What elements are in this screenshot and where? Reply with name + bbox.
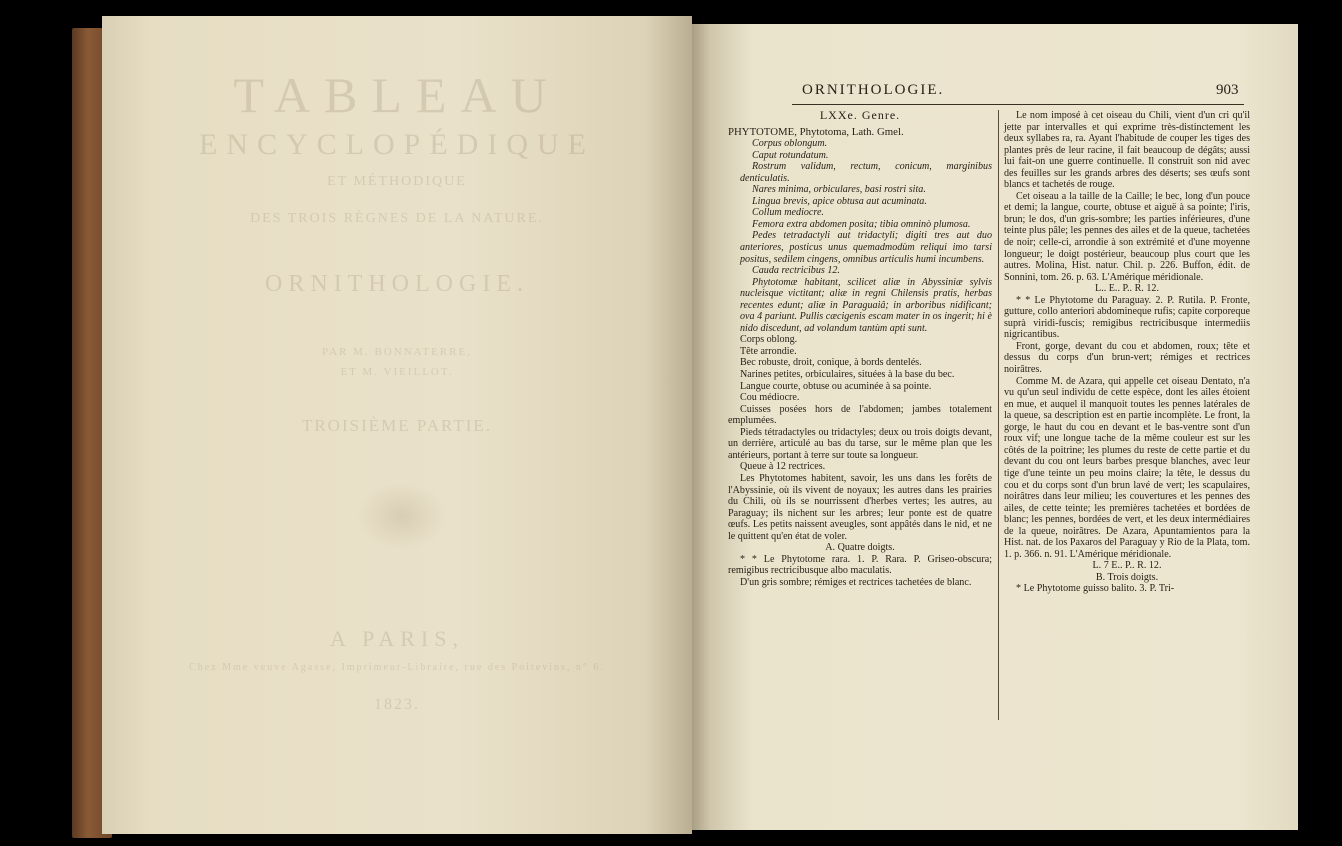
- paragraph: Front, gorge, devant du cou et abdomen, roux; tête et dessus du corps d'un brun-vert; rémiges et rectrices noirâtres.: [1004, 340, 1250, 376]
- paragraph: Bec robuste, droit, conique, à bords dentelés.: [740, 357, 922, 369]
- bleed-through-part: TROISIÈME PARTIE.: [301, 416, 493, 435]
- paragraph: * * Le Phytotome rara. 1. P. Rara. P. Griseo-obscura; remigibus rectricibusque albo maculatis.: [728, 553, 992, 577]
- left-page: [102, 16, 692, 834]
- paragraph: Tête arrondie.: [740, 345, 797, 357]
- paragraph: Phytotomæ habitant, scilicet aliæ in Abyssiniæ sylvis nucleisque victitant; aliæ in regni Chilensis pratis, herbas recentes edunt; aliæ in Paraguaiâ; in arboribus nidificant; ova 4 pariunt. Pullis cæcigenis escam mater in os ingerit; hi è nido discedunt, ad volandum tantùm apti sunt.: [740, 276, 992, 334]
- paragraph: Femora extra abdomen posita; tibia omninò plumosa.: [752, 218, 971, 230]
- paragraph: Lingua brevis, apice obtusa aut acuminata.: [752, 195, 927, 207]
- right-page: [692, 24, 1298, 830]
- paragraph: Nares minima, orbiculares, basi rostri sita.: [752, 184, 926, 196]
- running-head: ORNITHOLOGIE.: [802, 82, 945, 98]
- paragraph: L. 7 E.. P.. R. 12.: [1092, 560, 1162, 572]
- paragraph: * * Le Phytotome du Paraguay. 2. P. Rutila. P. Fronte, gutture, collo anteriori abdomineque rufis; capite corporeque suprà viridi-fuscis; remigibus rectricibusque intermediis nigricantibus.: [1004, 294, 1250, 341]
- paragraph: Cet oiseau a la taille de la Caille; le bec, long d'un pouce et demi; la langue, courte, obtuse et aiguë à sa pointe; l'iris, brun; le dos, d'un gris-sombre; les parties inférieures, d'une teinte plus pâle; les pennes des ailes et de la queue, tachetées de noir; celle-ci, arrondie à son extrémité et d'une moyenne longueur; le doigt postérieur, beaucoup plus court que les autres. Molina, Hist. natur. Chil. p. 226. Buffon, édit. de Sonnini, tom. 26. p. 63. L'Amérique méridionale.: [1004, 190, 1250, 283]
- bleed-through-author2: ET M. VIEILLOT.: [340, 366, 454, 378]
- text-column-left: [728, 110, 992, 588]
- paragraph: * Le Phytotome guisso balito. 3. P. Tri-: [1016, 583, 1175, 595]
- paragraph: Cuisses posées hors de l'abdomen; jambes totalement emplumées.: [728, 403, 992, 427]
- bleed-through-subtitle: ENCYCLOPÉDIQUE: [199, 128, 595, 161]
- printer-ornament-icon: [357, 481, 447, 551]
- paragraph: D'un gris sombre; rémiges et rectrices tachetées de blanc.: [740, 576, 972, 588]
- paragraph: LXXe. Genre.: [819, 108, 901, 122]
- paragraph: Langue courte, obtuse ou acuminée à sa pointe.: [740, 380, 932, 392]
- paragraph: PHYTOTOME, Phytotoma, Lath. Gmel.: [728, 125, 904, 138]
- column-divider: [998, 110, 999, 720]
- page-number: 903: [1216, 82, 1239, 98]
- paragraph: Queue à 12 rectrices.: [740, 461, 826, 473]
- paragraph: Pedes tetradactyli aut tridactyli; digiti tres aut duo anteriores, posticus unus quemadmodùm reliqui imo tarsi positus, sedilem cingens, omnibus articulis humi incumbens.: [740, 230, 992, 265]
- paragraph: Corpus oblongum.: [752, 138, 828, 150]
- paragraph: L.. E.. P.. R. 12.: [1095, 283, 1159, 295]
- bleed-through-year: 1823.: [374, 696, 420, 713]
- paragraph: A. Quatre doigts.: [825, 542, 895, 554]
- bleed-through-place: A PARIS,: [329, 626, 464, 651]
- paragraph: Cauda rectricibus 12.: [752, 265, 840, 277]
- bleed-through-title: TABLEAU: [233, 67, 561, 123]
- header-rule: [792, 104, 1244, 105]
- paragraph: Collum mediocre.: [752, 207, 824, 219]
- open-book: [72, 10, 1292, 840]
- bleed-through-author1: PAR M. BONNATERRE,: [322, 346, 472, 358]
- paragraph: B. Trois doigts.: [1095, 571, 1159, 583]
- paragraph: Le nom imposé à cet oiseau du Chili, vient d'un cri qu'il jette par intervalles et qui exprime très-distinctement les deux syllabes ra, ra. Ayant l'habitude de couper les tiges des plantes près de leur racine, il fait beaucoup de dégâts; aussi lui fait-on une guerre continuelle. Il construit son nid avec des feuilles sur les grands arbres des déserts; ses œufs sont blancs et tachetés de rouge.: [1004, 110, 1250, 191]
- text-column-right: [1004, 110, 1250, 595]
- paragraph: Narines petites, orbiculaires, situées à la base du bec.: [740, 369, 955, 381]
- paragraph: Caput rotundatum.: [752, 149, 829, 161]
- paragraph: Pieds tétradactyles ou tridactyles; deux ou trois doigts devant, un derrière, articulé au bas du tarse, sur le même plan que les antérieurs, portant à terre sur toute sa longueur.: [728, 426, 992, 461]
- paragraph: Rostrum validum, rectum, conicum, marginibus denticulatis.: [740, 161, 992, 184]
- bleed-through-line1: ET MÉTHODIQUE: [327, 174, 467, 189]
- bleed-through-publisher: Chez Mme veuve Agasse, Imprimeur-Libraire, rue des Poitevins, n° 6.: [189, 662, 605, 673]
- paragraph: Comme M. de Azara, qui appelle cet oiseau Dentato, n'a vu qu'un seul individu de cette espèce, dont les ailes étoient en mue, et auquel il manquoit toutes les pennes latérales de la queue, sa description est en partie incomplète. Le front, la gorge, le haut du cou en devant et le bas-ventre sont d'un roux vif; une longue tache de la même couleur est sur les côtés de la poitrine; les plumes du reste de cette partie et du devant du cou ont leurs barbes presque blanches, avec leur tige d'une teinte un peu moins claire; la tête, le dessus du cou et du corps sont d'un brun lavé de vert; les scapulaires, noirâtres dans leur milieu; les couvertures et les pennes des ailes, de cette teinte; les premières tachetées et bordées de blanc; les pennes, bordées de vert, et les deux intermédiaires de la queue, noirâtres. De Azara, Apuntamientos para la Hist. nat. de los Paxaros del Paraguay y Rio de la Plata, tom. 1. p. 366. n. 91. L'Amérique méridionale.: [1004, 375, 1250, 560]
- bleed-through-section: ORNITHOLOGIE.: [265, 271, 529, 297]
- paragraph: Corps oblong.: [740, 334, 798, 346]
- paragraph: Les Phytotomes habitent, savoir, les uns dans les forêts de l'Abyssinie, où ils vivent de noyaux; les autres dans les prairies du Chili, où ils se nourrissent d'herbes vertes; les autres, au Paraguay; ils nichent sur les arbres; leur ponte est de quatre œufs. Les petits naissent aveugles, sont appâtés dans le nid, et ne le quittent qu'en état de voler.: [728, 472, 992, 542]
- paragraph: Cou médiocre.: [740, 392, 800, 404]
- bleed-through-line2: DES TROIS RÈGNES DE LA NATURE.: [250, 211, 544, 226]
